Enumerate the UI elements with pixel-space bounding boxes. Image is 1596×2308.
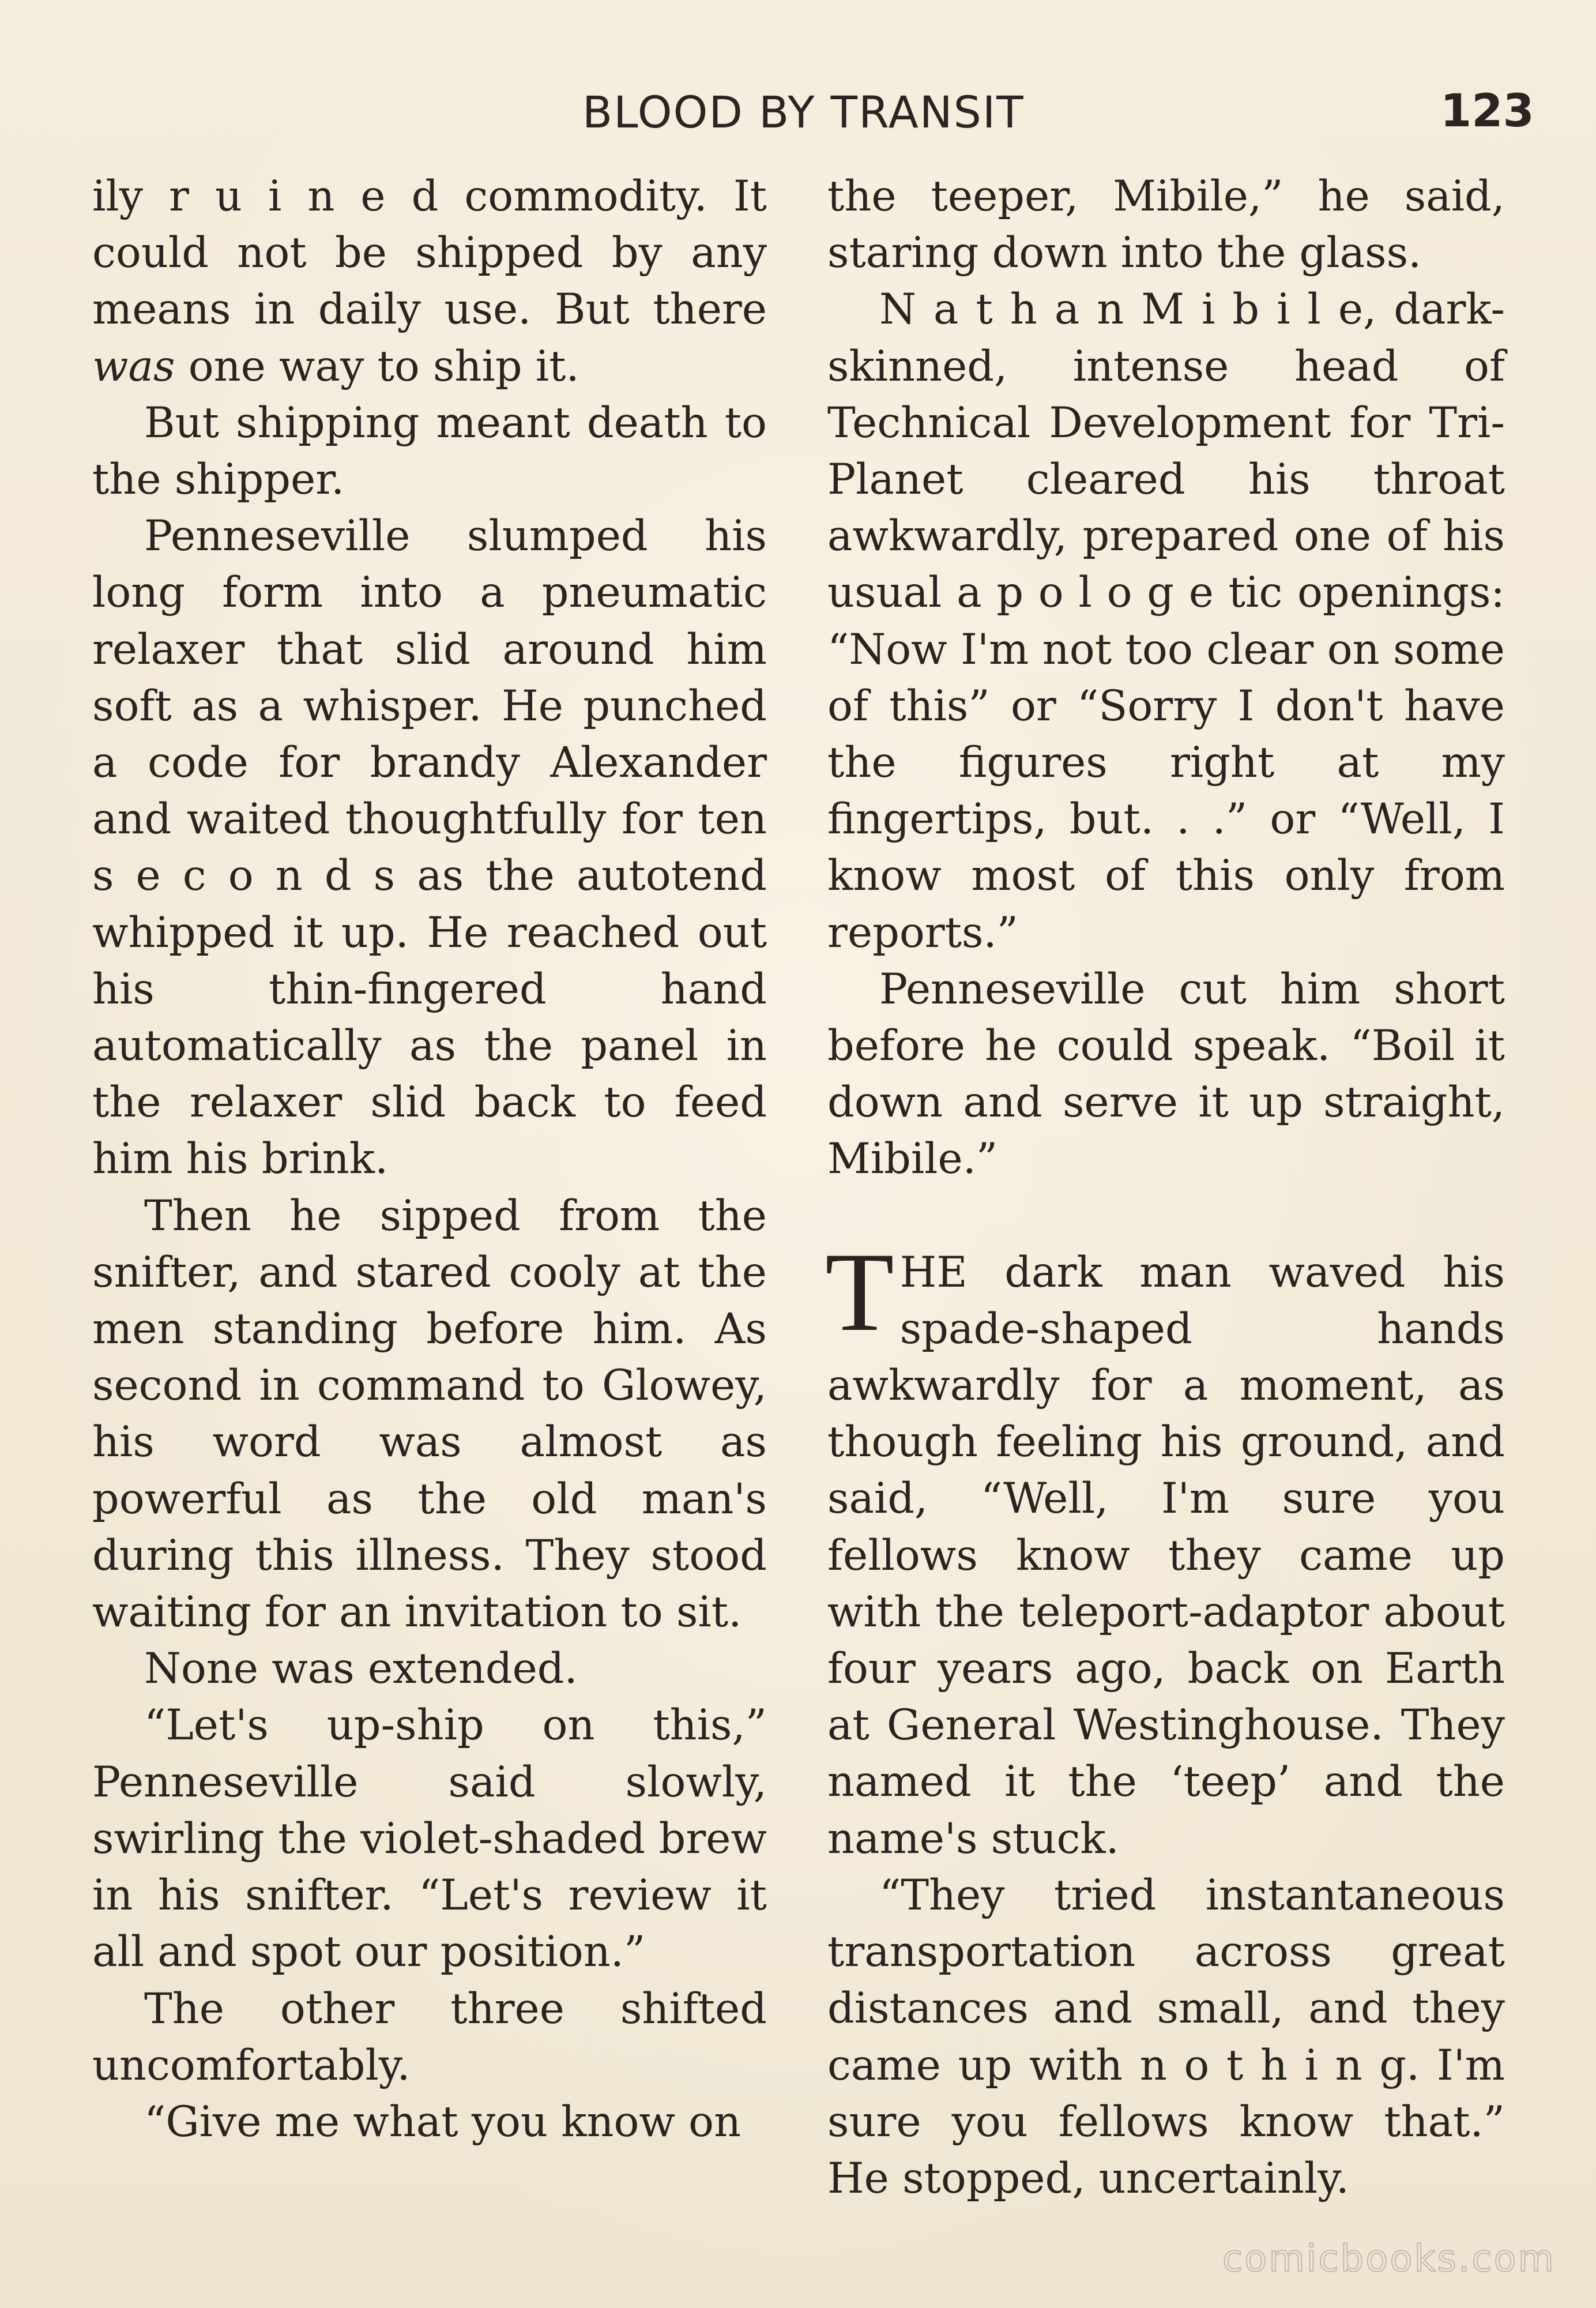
paragraph-text: one way to ship it.	[175, 341, 579, 391]
left-column	[92, 168, 767, 2151]
paragraph: But shipping meant death to the shipper.	[92, 398, 767, 505]
paragraph: “Give me what you know on	[144, 2097, 741, 2147]
paragraph: The other three shifted uncomfortably.	[92, 1984, 767, 2090]
section-start-paragraph	[825, 1229, 1505, 1867]
paragraph-text: HE dark man waved his spade-shaped hands awkwardly for a moment, as though feeling his ground, and said, “Well, I'm sure you fellows know they came up with the teleport-adaptor about four years ago, back on Earth at General Westinghouse. They named it the ‘teep’ and the name's stuck.	[827, 1247, 1505, 1863]
paragraph: “Let's up-ship on this,” Penneseville said slowly, swirling the violet-shaded brew in his snifter. “Let's review it all and spot our position.”	[92, 1701, 767, 1977]
page-number: 123	[1440, 85, 1534, 137]
right-column	[827, 168, 1505, 2207]
paragraph: N a t h a n M i b i l e, dark-skinned, intense head of Technical Development for Tri-Planet cleared his throat awkwardly, prepared one of his usual a p o l o g e tic openings: “Now I'm not too clear on some of this” or “Sorry I don't have the figures right at my fingertips, but. . .” or “Well, I know most of this only from reports.”	[827, 285, 1505, 957]
paragraph: None was extended.	[144, 1644, 578, 1694]
watermark: comicbooks.com	[1222, 2238, 1556, 2280]
paragraph: the teeper, Mibile,” he said, staring down into the glass.	[827, 172, 1505, 278]
paragraph	[92, 168, 767, 395]
paragraph-text: ily r u i n e d commodity. It could not be shipped by any means in daily use. But there	[92, 172, 767, 334]
drop-cap: T	[825, 1229, 894, 1355]
running-title: BLOOD BY TRANSIT	[582, 87, 1025, 138]
paragraph: Penneseville slumped his long form into a pneumatic relaxer that slid around him soft as a whisper. He punched a code for brandy Alexander and waited thoughtfully for ten s e c o n d s as the autotend whipped it up. He reached out his thin-fingered hand automatically as the panel in the relaxer slid back to feed him his brink.	[92, 512, 767, 1184]
paragraph: Penneseville cut him short before he could speak. “Boil it down and serve it up straight, Mibile.”	[827, 964, 1505, 1184]
emphasis-text: was	[92, 341, 175, 391]
paragraph: Then he sipped from the snifter, and stared cooly at the men standing before him. As second in command to Glowey, his word was almost as powerful as the old man's during this illness. They stood waiting for an invitation to sit.	[92, 1191, 767, 1637]
paragraph: “They tried instantaneous transportation across great distances and small, and they came up with n o t h i n g. I'm sure you fellows know that.” He stopped, uncertainly.	[827, 1870, 1505, 2203]
